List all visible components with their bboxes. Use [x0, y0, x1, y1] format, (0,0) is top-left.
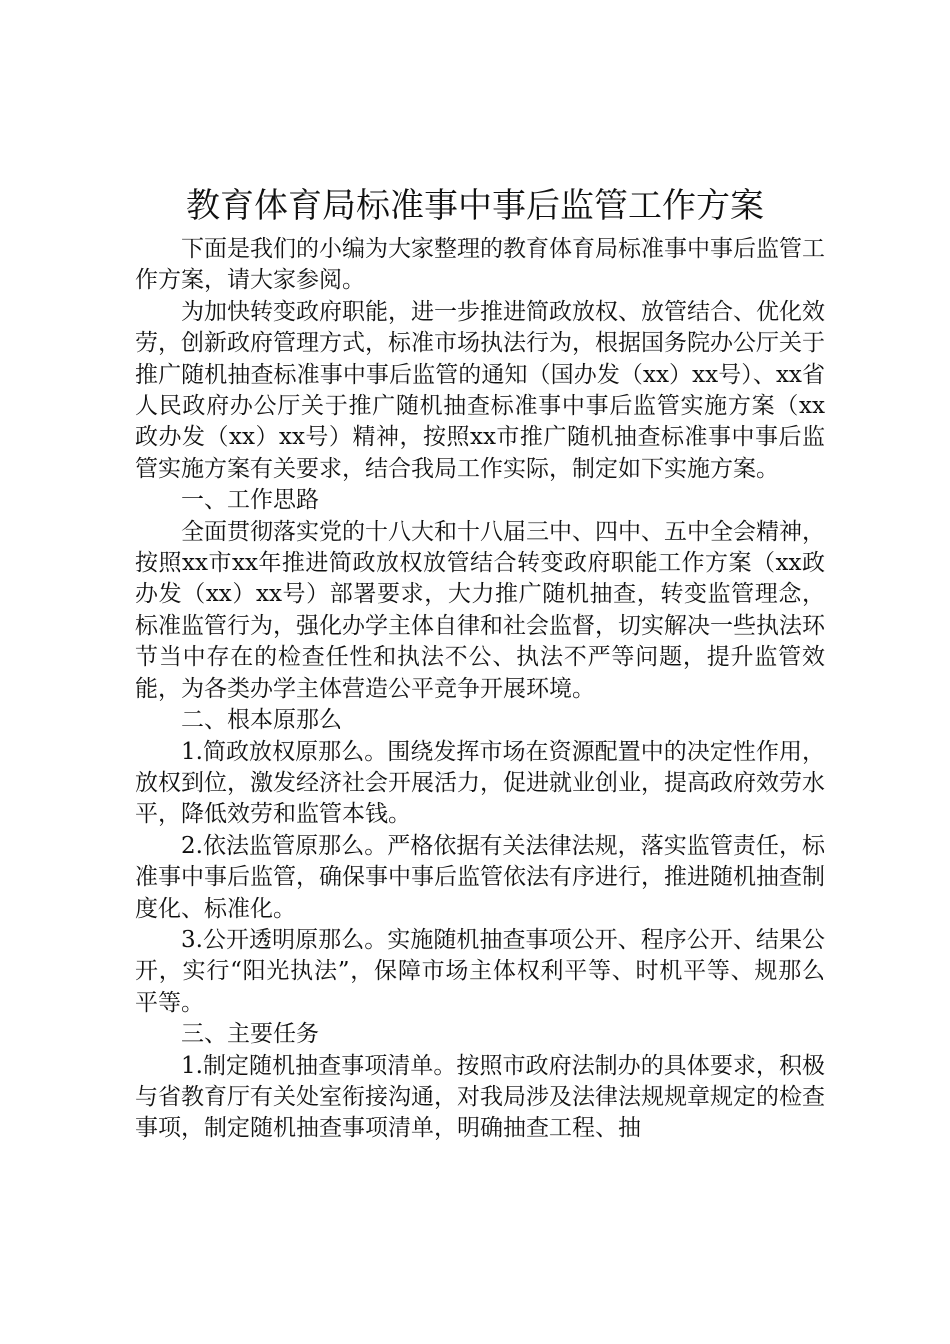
- paragraph-principle-3: 3.公开透明原那么。实施随机抽查事项公开、程序公开、结果公开，实行“阳光执法”，保障市场主体权利平等、时机平等、规那么平等。: [135, 926, 825, 1016]
- paragraph-work-approach: 全面贯彻落实党的十八大和十八届三中、四中、五中全会精神，按照xx市xx年推进简政放权放管结合转变政府职能工作方案（xx政办发（xx）xx号）部署要求，大力推广随机抽查，转变监管理念，标准监管行为，强化办学主体自律和社会监督，切实解决一些执法环节当中存在的检查任性和执法不公、执法不严等问题，提升监管效能，为各类办学主体营造公平竞争开展环境。: [135, 518, 825, 702]
- paragraph-purpose: 为加快转变政府职能，进一步推进简政放权、放管结合、优化效劳，创新政府管理方式，标准市场执法行为，根据国务院办公厅关于推广随机抽查标准事中事后监管的通知（国办发（xx）xx号）、xx省人民政府办公厅关于推广随机抽查标准事中事后监管实施方案（xx政办发（xx）xx号）精神，按照xx市推广随机抽查标准事中事后监管实施方案有关要求，结合我局工作实际，制定如下实施方案。: [135, 298, 825, 482]
- document-body: [135, 234, 825, 1145]
- paragraph-principle-1: 1.简政放权原那么。围绕发挥市场在资源配置中的决定性作用，放权到位，激发经济社会开展活力，促进就业创业，提高政府效劳水平，降低效劳和监管本钱。: [135, 738, 825, 828]
- section-heading-main-tasks: 三、主要任务: [181, 1021, 319, 1048]
- paragraph-principle-2: 2.依法监管原那么。严格依据有关法律法规，落实监管责任，标准事中事后监管，确保事中事后监管依法有序进行，推进随机抽查制度化、标准化。: [135, 832, 825, 922]
- section-heading-basic-principles: 二、根本原那么: [181, 707, 342, 734]
- section-heading-work-approach: 一、工作思路: [181, 487, 319, 514]
- paragraph-intro: 下面是我们的小编为大家整理的教育体育局标准事中事后监管工作方案，请大家参阅。: [135, 236, 825, 294]
- document-title: 教育体育局标准事中事后监管工作方案: [186, 186, 764, 226]
- paragraph-task-1: 1.制定随机抽查事项清单。按照市政府法制办的具体要求，积极与省教育厅有关处室衔接沟通，对我局涉及法律法规规章规定的检查事项，制定随机抽查事项清单，明确抽查工程、抽: [135, 1052, 825, 1142]
